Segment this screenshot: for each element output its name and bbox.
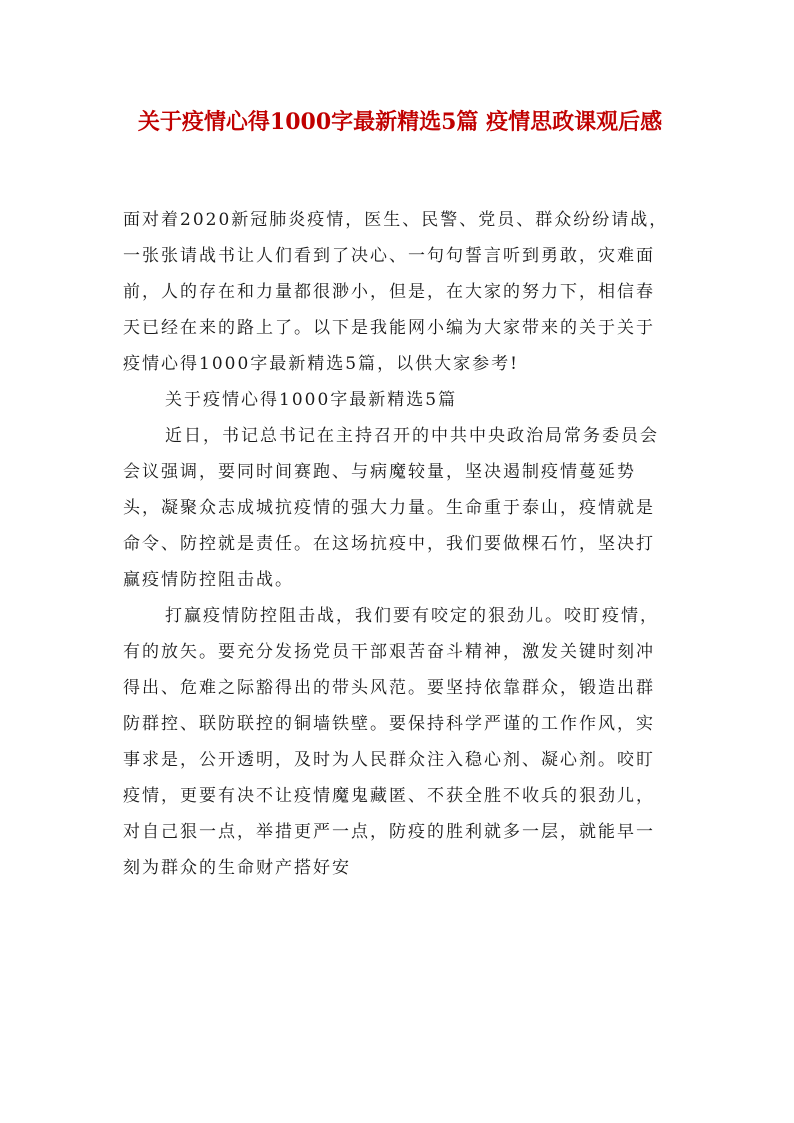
document-body xyxy=(123,202,671,886)
intro-paragraph: 面对着2020新冠肺炎疫情，医生、民警、党员、群众纷纷请战，一张张请战书让人们看到了决心、一句句誓言听到勇敢，灾难面前，人的存在和力量都很渺小，但是，在大家的努力下，相信春天已经在来的路上了。以下是我能网小编为大家带来的关于关于疫情心得1000字最新精选5篇，以供大家参考! xyxy=(123,210,669,374)
body-paragraph: 打赢疫情防控阻击战，我们要有咬定的狠劲儿。咬盯疫情，有的放矢。要充分发扬党员干部艰苦奋斗精神，激发关键时刻冲得出、危难之际豁得出的带头风范。要坚持依靠群众，锻造出群防群控、联防联控的铜墙铁壁。要保持科学严谨的工作作风，实事求是，公开透明，及时为人民群众注入稳心剂、凝心剂。咬盯疫情，更要有决不让疫情魔鬼藏匿、不获全胜不收兵的狠劲儿，对自己狠一点，举措更严一点，防疫的胜利就多一层，就能早一刻为群众的生命财产搭好安 xyxy=(123,606,659,878)
body-paragraph: 近日，书记总书记在主持召开的中共中央政治局常务委员会会议强调，要同时间赛跑、与病魔较量，坚决遏制疫情蔓延势头，凝聚众志成城抗疫情的强大力量。生命重于泰山，疫情就是命令、防控就是责任。在这场抗疫中，我们要做棵石竹，坚决打赢疫情防控阻击战。 xyxy=(123,426,659,590)
document-title: 关于疫情心得1000字最新精选5篇 疫情思政课观后感 xyxy=(137,109,663,135)
section-heading: 关于疫情心得1000字最新精选5篇 xyxy=(165,390,458,410)
